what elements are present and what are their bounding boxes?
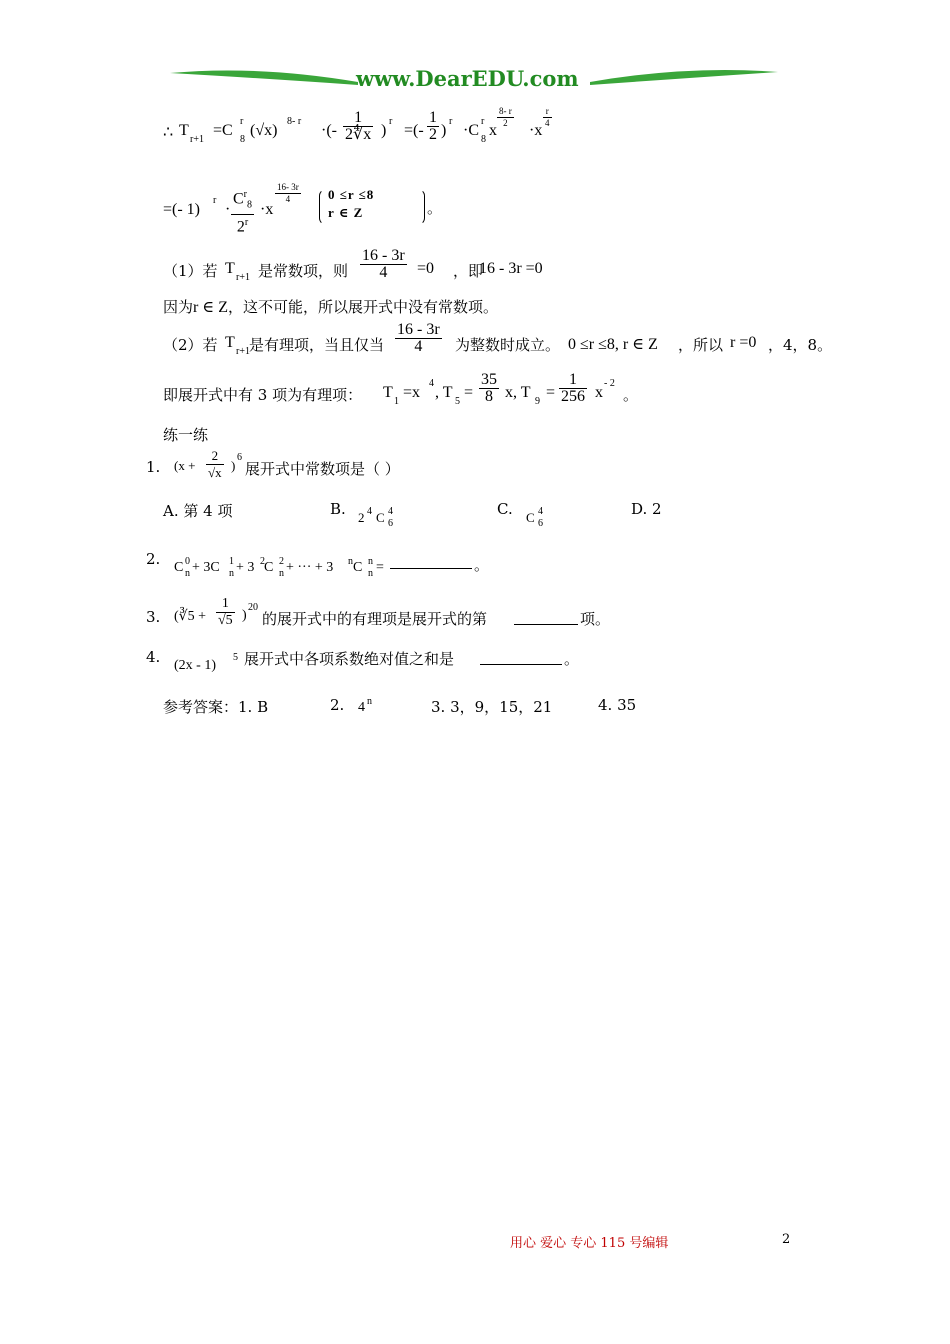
subscript: n [368,568,373,579]
paren: ) [441,122,447,139]
question-number: 2. [146,550,161,568]
option-d: D. 2 [631,500,662,518]
answer-1: 参考答案：1. B [163,698,269,716]
conclusion: ，这不可能，所以展开式中没有常数项。 [227,298,498,316]
expr-close: ) [242,608,247,623]
subscript: n [185,568,190,579]
superscript: n [367,696,372,707]
therefore: ，所以 [678,336,724,354]
subscript: r+1 [236,272,250,283]
expr-open: (∛5 + [174,609,206,624]
fraction-35-8 [479,372,499,405]
fraction-2 [427,110,439,143]
subscript: r+1 [190,134,204,145]
x: x [489,122,497,139]
subscript: 6 [538,518,543,529]
dot-x: ·x [260,201,274,218]
minus-one-power: =(- 1) [163,201,201,218]
values: ，4，8。 [768,336,833,354]
denominator: 2 [503,118,508,128]
r-in-Z: r ∈ Z [193,299,228,316]
because: 因为 [163,298,194,316]
equation: 16 - 3r =0 [479,260,543,277]
question-text: 的展开式中的有理项是展开式的第 [262,610,488,628]
option-b-base: 2 [358,510,365,525]
subscript: 6 [388,518,393,529]
period: 。 [474,556,490,574]
part-2-if: （2）若 [163,336,218,354]
denominator: 4 [545,118,550,128]
question-text: 展开式中各项系数绝对值之和是 [244,650,455,668]
superscript: r [481,116,485,127]
fraction-1-256 [559,372,587,405]
superscript: - 2 [604,378,615,389]
ellipsis-term: + ··· + 3 [286,560,334,575]
denominator [231,215,254,235]
answer-blank[interactable] [514,610,578,625]
dot-minus: ·(- [321,122,337,139]
equals-zero: =0 [417,260,435,277]
numerator: 1 [216,596,235,613]
superscript: 4 [429,378,434,389]
exponent-fraction [497,106,514,129]
denominator: 2 [429,126,437,143]
denominator: 4 [414,338,423,355]
paren: ) [381,122,387,139]
subscript: 1 [394,396,399,407]
sqrt-x: (√x) [250,122,278,139]
because-line [163,296,498,317]
site-name: www.DearEDU.com [356,66,579,91]
fraction [360,248,407,281]
numerator: 16- 3r [277,182,299,192]
term-T5: , T [435,384,453,401]
binomial-C: ·C [463,122,479,139]
subscript: 9 [535,396,540,407]
binomial-C: C [526,510,535,525]
denominator: √5 [218,613,233,628]
superscript: r [449,116,453,127]
numerator: 16 - 3r [397,321,440,338]
is-rational-iff: 是有理项，当且仅当 [249,336,385,354]
denominator: 4 [285,194,291,204]
expr-open: (x + [174,458,196,473]
term-T: T [225,334,235,351]
header-banner [168,60,780,100]
superscript: r [389,116,393,127]
expression: (2x - 1) [174,658,216,673]
numerator: 35 [481,371,497,388]
subscript: r+1 [236,346,250,357]
term-T1: T [383,384,393,401]
part-1-is-constant: 是常数项，则 [258,262,349,280]
footer-text: 用心 爱心 专心 115 号编辑 [510,1236,669,1251]
numerator: 1 [559,372,587,389]
fraction [216,596,235,629]
binomial-C: =C [213,122,233,139]
term-T: T [179,122,189,139]
subscript: n [229,568,234,579]
fraction-1 [343,110,373,143]
answer-2-value: 4 [358,700,365,715]
numerator: 1 [429,109,437,126]
subscript: 5 [455,396,460,407]
option-b-label: B. [330,500,346,518]
condition-integer: r ∈ Z [328,205,364,220]
superscript: 4 [388,506,393,517]
answer-2-label: 2. [330,696,345,714]
denominator: 8 [485,388,493,405]
denominator: 4 [379,264,388,281]
equals: = [546,384,556,401]
period: 。 [623,386,639,404]
numerator [231,187,254,215]
binomial-C: C [376,510,385,525]
subscript: 8 [481,134,486,145]
superscript: r [240,116,244,127]
superscript: 8- r [287,116,302,127]
subscript: n [279,568,284,579]
namely: ，即 [453,262,484,280]
fraction [206,448,224,481]
subscript: 8 [247,199,253,211]
exponent-fraction [543,106,552,129]
x: x [595,384,603,401]
option-a: A. 第 4 项 [163,502,233,520]
answer-4: 4. 35 [598,696,637,714]
superscript: 4 [367,506,372,517]
binomial-C: C [264,560,274,575]
numerator: 16 - 3r [362,247,405,264]
dot: · [225,201,231,218]
term: + 3C [192,560,220,575]
is-integer: 为整数时成立。 [455,336,561,354]
rational-terms-intro: 即展开式中有 3 项为有理项： [163,386,363,404]
denominator: 256 [561,388,585,405]
superscript: 6 [237,452,242,463]
question-number: 4. [146,648,161,666]
equals: = [376,560,384,575]
q1-options [163,498,703,532]
option-c-label: C. [497,500,513,518]
superscript: 0 [185,556,190,567]
answer-blank[interactable] [390,554,472,569]
superscript: r [243,189,248,200]
superscript: r [244,216,249,228]
term-T: T [225,260,235,277]
superscript: r [213,195,217,206]
question-number: 3. [146,608,161,626]
expr-close: ) [231,458,236,473]
question-number: 1. [146,458,161,476]
condition-range: 0 ≤r ≤8 [328,187,375,202]
subscript: 8 [240,134,245,145]
therefore-symbol: ∴ [163,124,174,141]
period: 。 [564,650,580,668]
fraction [395,322,442,355]
page-number: 2 [782,1232,791,1247]
numerator: 1 [343,110,373,127]
part-1-if: （1）若 [163,262,218,280]
superscript: 4 [538,506,543,517]
binomial-C: C [174,560,184,575]
two: 2 [236,217,245,235]
numerator: r [543,106,552,118]
denominator: 2∜x [345,126,372,143]
item-suffix: 项。 [580,610,611,628]
period: 。 [427,201,443,217]
equals: = [464,384,474,401]
equals-x: =x [403,384,421,401]
dot-x: ·x [529,122,543,139]
superscript: 2 [260,556,265,567]
numerator: 8- r [499,106,512,116]
superscript: 2 [279,556,284,567]
answer-blank[interactable] [480,650,562,665]
superscript: 5 [233,652,238,663]
answer-key [163,696,683,720]
denominator: √x [208,465,222,480]
exponent-fraction [275,182,301,205]
r-equals: r =0 [730,334,757,351]
x-term-T9: x, T [505,384,531,401]
superscript: 20 [248,602,258,613]
fraction [231,187,254,235]
superscript: 1 [229,556,234,567]
superscript: n [348,556,353,567]
numerator: 2 [206,448,224,465]
answer-3: 3. 3，9，15，21 [431,698,553,716]
question-text: 展开式中常数项是（ ） [245,460,400,478]
binomial-C: C [233,190,244,208]
range-condition: 0 ≤r ≤8, r ∈ Z [568,336,658,353]
practice-title: 练一练 [163,426,209,444]
equals-minus: =(- [404,122,424,139]
superscript: n [368,556,373,567]
term: + 3 [236,560,255,575]
binomial-C: C [353,560,363,575]
